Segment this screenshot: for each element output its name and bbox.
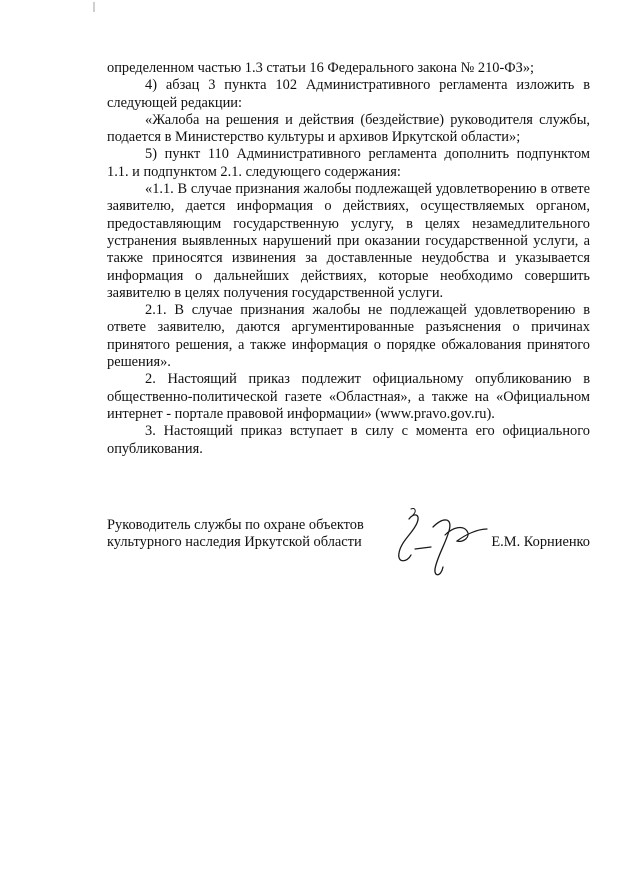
paragraph-subitem-2-1: 2.1. В случае признания жалобы не подлежащей удовлетворению в ответе заявителю, даются аргументированные разъяснения о причинах принятого решения, а также информация о порядке обжалования принятого решения». [107,302,590,371]
signatory-name: Е.М. Корниенко [491,534,590,550]
paragraph-item-3-effect: 3. Настоящий приказ вступает в силу с момента его официального опубликования. [107,423,590,457]
document-body [107,60,590,458]
paragraph-quote-complaint: «Жалоба на решения и действия (бездействие) руководителя службы, подается в Министерство культуры и архивов Иркутской области»; [107,111,590,146]
paragraph-item-4: 4) абзац 3 пункта 102 Административного регламента изложить в следующей редакции: [107,77,590,111]
signatory-role-line-1: Руководитель службы по охране объектов [107,517,364,533]
scan-artifact [93,2,95,12]
paragraph-item-2-publication: 2. Настоящий приказ подлежит официальному опубликованию в общественно-политической газете «Областная», а также на «Официальном интернет - портале правовой информации» (www.pravo.gov.ru). [107,371,590,422]
signature-block [107,517,590,587]
signatory-role [107,517,377,552]
handwritten-signature [387,505,507,585]
signatory-role-line-2: культурного наследия Иркутской области [107,534,362,551]
paragraph-subitem-1-1: «1.1. В случае признания жалобы подлежащей удовлетворению в ответе заявителю, дается информация о действиях, осуществляемых органом, предоставляющим государственную услугу, в целях незамедлительного устранения выявленных нарушений при оказании государственной услуги, а также приносятся извинения за доставленные неудобства и указывается информация о дальнейших действиях, которые необходимо совершить заявителю в целях получения государственной услуги. [107,181,590,301]
paragraph-continuation: определенном частью 1.3 статьи 16 Федерального закона № 210-ФЗ»; [107,60,535,76]
paragraph-item-5: 5) пункт 110 Административного регламента дополнить подпунктом 1.1. и подпунктом 2.1. следующего содержания: [107,146,590,180]
